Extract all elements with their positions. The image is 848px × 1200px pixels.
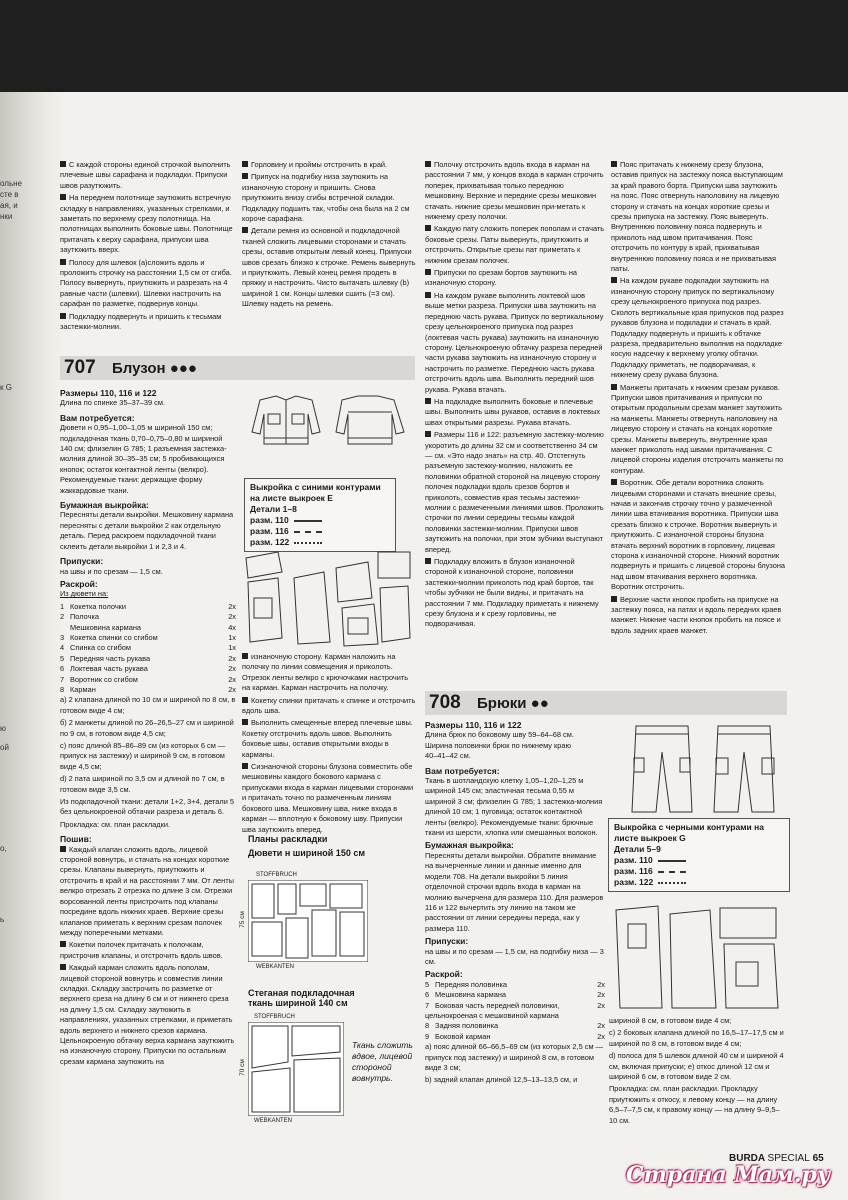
size-122-legend (614, 877, 784, 888)
part-row (60, 643, 236, 653)
paragraph-text: На каждом рукаве подкладки заутюжить на изнаночную сторону припуск по вертикальному срезу цельнокроеного припуска под разрез. Сколоть вертикальные края припусков под разрез рукавов блузона и подкладки и стачать в край. Подкладку подвернуть и пришить к обтачке разреза, предварительно выполнив на подкладке косую надсечку к верхнему уголку обтачки. Подкладку приметать, не подворачивая, к нижнему срезу рукава блузона. (611, 276, 784, 380)
allowance-text: на швы и по срезам — 1,5 см. (60, 566, 163, 576)
model-number: 707 (64, 357, 96, 378)
paragraph (60, 845, 236, 939)
paragraph (611, 478, 786, 592)
model-708-details (425, 720, 605, 1088)
extra-cutting (60, 695, 236, 830)
part-title: Передняя часть рукава (70, 653, 151, 663)
bullet-square-icon (60, 161, 66, 167)
part-title: Мешковина кармана (435, 990, 507, 1000)
model-707-header (60, 356, 415, 380)
paragraph (60, 193, 236, 255)
paragraph (60, 312, 236, 333)
part-quantity: 1х (228, 632, 236, 642)
paragraph-text: Из подкладочной ткани: детали 1+2, 3+4, детали 5 без цельнокроеной обтачки разреза и деталь 6. (60, 797, 235, 817)
column-3-top (425, 160, 605, 632)
paragraph-text: Припуски по срезам бортов заутюжить на изнаночную сторону. (425, 268, 578, 288)
jacket-back-drawing (336, 396, 404, 444)
paragraph (609, 1051, 787, 1082)
paragraph-text: Горловину и проймы отстрочить в край. (251, 160, 388, 169)
part-title: Спинка со сгибом (70, 643, 131, 653)
paragraph-text: b) задний клапан длиной 12,5–13–13,5 см, и (425, 1075, 578, 1085)
paragraph (609, 1084, 787, 1126)
part-name (60, 685, 96, 695)
part-row (425, 1021, 605, 1031)
paragraph-text: с) пояс длиной 85–86–89 см (из которых 6 см — припуск на застежку) и шириной 9 см, в готовом виде 4,5 см; (60, 741, 226, 771)
paragraph-text: Верхние части кнопок пробить на припуске на застежку пояса, на патах и вдоль передних краев манжет. Нижние части кнопок пробить на поясе и вдоль задних краев манжет. (611, 594, 782, 635)
trousers-front-drawing (632, 726, 692, 812)
part-row (425, 1001, 605, 1022)
bullet-square-icon (242, 173, 248, 179)
bullet-square-icon (425, 558, 431, 564)
part-number: 2 (60, 612, 65, 622)
paragraph-text: а) пояс длиной 66–66,5–69 см (из которых 2,5 см — припуск под застежку) и шириной 8 см, в готовом виде 3 см; (425, 1042, 603, 1072)
part-quantity: 4х (228, 622, 236, 632)
paragraph-text: d) полоса для 5 шлевок длиной 40 см и шириной 4 см, включая припуски; е) откос длиной 12 см и шириной 6 см, в готовом виде 2 см. (609, 1051, 784, 1082)
allowance-text: на швы и по срезам — 1,5 см, на подгибку низа — 3 см. (425, 946, 604, 966)
part-title: Передняя половинка (435, 979, 508, 989)
brand: BURDA (729, 1153, 765, 1164)
allowance-heading: Припуски: (60, 556, 104, 567)
sewing-steps (60, 845, 236, 1068)
paragraph-text: Прокладка: см. план раскладки. Прокладку приутюжить к откосу, к левому концу — на длину 6,5–7–7,5 см, к правому концу — на длину 9–9,5–10 см. (609, 1084, 780, 1125)
bullet-square-icon (425, 398, 431, 404)
part-row (425, 1032, 605, 1042)
paragraph-text: Выполнить смещенные вперед плечевые швы. Кокетку отстрочить вдоль швов. Выполнить боковые швы, оставив открытыми входы в карманы. (242, 718, 413, 759)
paragraph (425, 557, 605, 630)
part-number: 8 (60, 684, 65, 694)
paragraph (425, 397, 605, 428)
part-number: 6 (425, 990, 430, 1000)
part-name (60, 675, 138, 685)
bullet-square-icon (242, 763, 248, 769)
parts-list (425, 980, 605, 1042)
part-name (60, 623, 141, 633)
selvedge-label: WEBKANTEN (254, 1118, 293, 1124)
layout-fabric-1-heading: Дювети н шириной 150 см (248, 848, 365, 859)
jacket-sketch (238, 392, 414, 452)
edge-bit: ой (0, 743, 9, 752)
allowance-heading: Припуски: (425, 936, 469, 947)
model-707-details (60, 388, 236, 1069)
part-row (60, 675, 236, 685)
part-number: 8 (425, 1021, 430, 1031)
part-number: 3 (60, 632, 65, 642)
pattern-pieces-707 (238, 538, 416, 650)
column-4-bottom (609, 1016, 787, 1128)
jacket-front-drawing (252, 396, 320, 444)
part-number: 5 (60, 653, 65, 663)
part-name (60, 654, 150, 664)
part-number: 9 (425, 1031, 430, 1041)
size-116-legend (614, 866, 784, 877)
part-quantity: 2х (597, 1031, 605, 1041)
layout-plan-2 (238, 1014, 348, 1126)
pattern-legend-title: Выкройка с синими контурами на листе выкроек E (250, 482, 381, 503)
layout-plan-2-drawing (248, 1022, 344, 1116)
paragraph-text: Пояс притачать к нижнему срезу блузона, оставив припуск на застежку пояса выступающим за край правого борта. Припуски шва заутюжить на пояс. Пояс отвернуть наполовину на лицевую сторону и стачать на концах короткие срезы и срезы припуска на застежку. Пояс вывернуть. Внутреннюю половинку пояса подвернуть и приколоть над швом притачивания. Пояс отстрочить по контуру в край, прихватывая внутреннюю половинку пояса и не прихватывая паты. (611, 160, 783, 274)
edge-bit: к G (0, 383, 12, 392)
paragraph-text: Припуск на подгибку низа заутюжить на изнаночную сторону и пришить. Снова приутюжить внизу сгибы встречной складки. Подкладку подшить так, чтобы она была на 2 см короче сарафана. (242, 172, 410, 224)
paragraph-text: Кокетку спинки притачать к спинке и отстрочить вдоль шва. (242, 695, 416, 716)
fold-label: STOFFBRUCH (256, 872, 297, 878)
part-quantity: 2х (228, 601, 236, 611)
bullet-square-icon (611, 596, 617, 602)
bullet-square-icon (60, 941, 66, 947)
paragraph-text: Детали ремня из основной и подкладочной тканей сложить лицевыми сторонами и стачать срезы, оставив открытым левый конец. Припуски швов срезать близко к строчке. Ремень вывернуть и приутюжить. Левый конец ремня продеть в пряжку и настрочить. Чисто вытачать шлевку (b) шириной 1 см. Концы шлевки сшить (=3 см). Шлевку надеть на ремень. (242, 226, 416, 309)
size-label: разм. 116 (614, 866, 653, 876)
pattern-legend-title: Выкройка с черными контурами на листе выкроек G (614, 822, 764, 843)
part-title: Локтевая часть рукава (70, 664, 148, 674)
part-row (425, 990, 605, 1000)
bullet-square-icon (60, 313, 66, 319)
part-number: 1 (60, 601, 65, 611)
col2-top-paragraphs (242, 160, 418, 310)
model-708-header (425, 691, 787, 715)
paragraph (60, 963, 236, 1067)
paragraph (425, 430, 605, 555)
part-quantity: 1х (228, 643, 236, 653)
paragraph-text: Манжеты притачать к нижним срезам рукавов. Припуски швов притачивания и припуски по открытым продольным срезам манжет заутюжить на манжеты. Манжеты отвернуть наполовину на лицевую сторону и стачать на концах короткие срезы. Манжеты вывернуть, внутренние края манжет приколоть над швами притачивания. С лицевой стороны изделия отстрочить манжеты по контурам. (611, 382, 784, 475)
dashed-line (294, 531, 322, 533)
part-number: 7 (425, 1000, 430, 1010)
part-row (60, 612, 236, 622)
edge-bit: ь (0, 915, 5, 924)
pattern-piece-drawings (616, 906, 778, 1008)
layout-fabric-2-heading: Стеганая подкладочная ткань шириной 140 см (248, 988, 355, 1009)
part-quantity: 2х (228, 653, 236, 663)
part-quantity: 2х (228, 684, 236, 694)
paragraph-text: Подкладку подвернуть и пришить к тесьмам застежки-молнии. (60, 311, 222, 332)
size-label: разм. 122 (250, 537, 290, 547)
paragraph-text: с) 2 боковых клапана длиной по 16,5–17–17,5 см и шириной по 8 см, в готовом виде 4 см; (609, 1028, 784, 1048)
paragraph (425, 160, 605, 222)
part-name (60, 602, 126, 612)
paragraph-text: На каждом рукаве выполнить локтевой шов выше метки разреза. Припуски шва заутюжить на переднюю часть рукава. Припуск по вертикальному срезу цельнокроеного припуска под разрез (локтевая часть рукава) заутюжить на изнаночную сторону. Цельнокроеную обтачку разреза передней части рукава заутюжить на изнаночную сторону и настрочить по разметке. Переднюю часть рукава отстрочить вдоль шва. Выполнить передний шов рукава. Рукава втачать. (425, 290, 604, 394)
bullet-square-icon (60, 259, 66, 265)
part-name (60, 612, 99, 622)
paragraph (425, 291, 605, 395)
part-row (60, 633, 236, 643)
edge-bit: ю (0, 724, 6, 733)
part-title: Воротник со сгибом (70, 674, 138, 684)
part-number: 7 (60, 674, 65, 684)
layout-plan-1 (238, 872, 368, 972)
bullet-square-icon (242, 719, 248, 725)
sewing-heading: Пошив: (60, 834, 92, 845)
paragraph (242, 762, 418, 835)
part-name (60, 633, 158, 643)
part-name (60, 643, 131, 653)
paragraph (242, 696, 418, 717)
paragraph (425, 1075, 605, 1085)
bullet-square-icon (60, 846, 66, 852)
size-label: разм. 110 (614, 855, 653, 865)
paragraph-text: Полочку отстрочить вдоль входа в карман на расстоянии 7 мм, у концов входа в карман строчить поперек, прихватывая только переднюю мешковину. Верхние и передние срезы мешковин стачать. нижние срезы мешковин при-метать к нижнему срезу полочки. (425, 160, 604, 222)
paragraph (60, 797, 236, 818)
bullet-square-icon (425, 292, 431, 298)
edge-text: ольнесте вая, инки (0, 179, 22, 221)
bullet-square-icon (611, 384, 617, 390)
part-row (60, 602, 236, 612)
col4-bottom-paragraphs (609, 1016, 787, 1126)
materials-heading: Вам потребуется: (425, 765, 500, 776)
bullet-square-icon (425, 161, 431, 167)
brand-special: SPECIAL (767, 1153, 810, 1164)
paragraph-text: изнаночную сторону. Карман наложить на полочку по линии совмещения и приколоть. Отрезок ленты велкро с крючочками настрочить на карман. Карман настрочить на полочку. (242, 652, 409, 693)
materials-text: Ткань в шотландскую клетку 1,05–1,20–1,25 м шириной 145 см; эластичная тесьма 0,55 м шириной 3 см; флизелин G 785; 1 застежка-молния длиной 10 см; 1 пуговица; остаток контактной ленты (велкро). Рекомендуемые ткани: брючные ткани из шерсти, хлопка или смешанных волокон. (425, 776, 603, 838)
pattern-pieces-708 (606, 904, 786, 1012)
scan-background (0, 0, 848, 97)
part-quantity: 2х (228, 612, 236, 622)
part-title: Кокетка полочки (70, 601, 127, 611)
bullet-square-icon (242, 697, 248, 703)
part-quantity: 2х (597, 1000, 605, 1010)
paragraph (609, 1028, 787, 1049)
part-quantity: 2х (228, 674, 236, 684)
part-name (425, 1032, 490, 1042)
length-text: Длина брюк по боковому шву 59–64–68 см. Ширина половинки брюк по нижнему краю 40–41–42 см. (425, 730, 574, 761)
sizes-heading: Размеры 110, 116 и 122 (425, 720, 522, 730)
size-110-legend (614, 855, 784, 866)
part-row (60, 664, 236, 674)
bullet-square-icon (611, 479, 617, 485)
part-row (60, 685, 236, 695)
paragraph-text: Кокетки полочек притачать к полочкам, пристрочив клапаны, и отстрочить вдоль швов. (60, 940, 223, 960)
part-title: Карман (70, 684, 96, 694)
size-116-legend (250, 526, 390, 537)
cutting-subheading: Из дювети на: (60, 589, 109, 599)
bullet-square-icon (242, 161, 248, 167)
paragraph-text: Каждый клапан сложить вдоль, лицевой стороной вовнутрь, и стачать на концах короткие срезы. Клапаны вывернуть, приутюжить и отстрочить в край и на расстоянии 7 мм. От ленты велкро отрезать 2 отрезка по длине 3 см. Отрезки ворсованной ленты пристрочить под клапаны посредине вдоль нижних краев. Верхние срезы клапанов приметать к верхним срезам полочек между поперечными метками. (60, 844, 234, 937)
cutting-heading: Раскрой: (425, 969, 463, 980)
paragraph (60, 718, 236, 739)
dashed-line (658, 871, 686, 873)
bullet-square-icon (425, 225, 431, 231)
paragraph (60, 160, 236, 191)
paragraph (60, 695, 236, 716)
column-2-middle (242, 652, 418, 837)
layout-plan-1-drawing (248, 880, 368, 962)
pattern-legend-708 (608, 818, 790, 892)
paragraph (242, 226, 418, 309)
selvedge-label: WEBKANTEN (256, 964, 295, 970)
paragraph (60, 741, 236, 772)
paragraph-text: Подкладку вложить в блузон изнаночной стороной к изнаночной стороне, половинки застежки-молнии приколоть под край бортов, так чтобы зубчики не были видны, и притачать на расстоянии 7 мм. Подкладку приметать к нижнему срезу блузона и к срезу горловины, не подворачивая. (425, 557, 599, 629)
paragraph-text: Полосу для шлевок (а)сложить вдоль и проложить строчку на расстоянии 1,5 см от сгиба. Полосу вывернуть, приутюжить и разрезать на 4 равные части (шлевки). Шлевки настрочить на сарафан по разметке, подвернув концы. (60, 257, 232, 309)
paragraph (609, 1016, 787, 1026)
width-label: 75 см (238, 911, 246, 928)
layout-plan-2-heading-wrap (248, 988, 368, 1009)
part-title: Боковой карман (435, 1031, 491, 1041)
part-quantity: 2х (597, 979, 605, 989)
part-name (425, 990, 506, 1000)
column-2-top (242, 160, 418, 312)
pattern-piece-drawings (246, 552, 410, 646)
bullet-square-icon (242, 227, 248, 233)
col2-middle-paragraphs (242, 652, 418, 835)
part-number: 4 (60, 643, 65, 653)
pattern-text: Пересняты детали выкройки. Обратите внимание на вычерченные линии и данные именно для модели 708. На детали выкройки 5 линия отделочной строчки вдоль входа в карман на молнию вычерчена для размера 110. Для размеров 116 и 122 вычертить эту линию на таком же расстоянии от линии середины переда, как у размера 110. (425, 850, 604, 933)
solid-line (658, 860, 686, 862)
part-quantity: 2х (597, 1021, 605, 1031)
pattern-text: Пересняты детали выкройки. Мешковину кармана пересняты с детали выкройки 2 как отдельную деталь. Перед раскроем подкладочной ткани склеить детали выкройки 1 и 2,3 и 4. (60, 510, 234, 551)
paragraph (242, 652, 418, 694)
paragraph (425, 1042, 605, 1073)
part-quantity: 2х (597, 990, 605, 1000)
pattern-legend-parts: Детали 5–9 (614, 844, 661, 854)
paragraph-text: Каждый карман сложить вдоль пополам, лицевой стороной вовнутрь и совместив линии складки. Складку застрочить по разметке от верхнего среза на длину 6 см и от нижнего среза на длину 1,5 см. Складку заутюжить в направлениях, указанных стрелками, и приметать вдоль верхнего и нижнего срезов кармана. Цельнокроеную обтачку верха кармана заутюжить на изнаночную сторону. Припуски по остальным срезам кармана заутюжить на (60, 963, 235, 1066)
size-label: разм. 122 (614, 877, 654, 887)
paragraph (242, 160, 418, 170)
paragraph-text: Сизнаночной стороны блузона совместить обе мешковины каждого бокового кармана с припусками входа в карман лицевыми сторонами и притачать точно по размеченным линиям бокового шва. Мешковину шва, ниже входа в карман — вплотную к боковому шву. Припуски шва заутюжить вперед. (242, 762, 414, 834)
sizes-heading: Размеры 110, 116 и 122 (60, 388, 157, 398)
part-name (425, 1021, 498, 1031)
paragraph-text: а) 2 клапана длиной по 10 см и шириной по 8 см, в готовом виде 4 см; (60, 695, 236, 715)
paragraph (242, 718, 418, 760)
part-row (60, 623, 236, 633)
width-label: 70 см (238, 1059, 246, 1076)
solid-line (294, 520, 322, 522)
col1-top-paragraphs (60, 160, 236, 333)
paragraph-text: Каждую пату сложить поперек пополам и стачать боковые срезы. Паты вывернуть, приутюжить и отстрочить. Открытые срезы пат приметать к нижним срезам полочек. (425, 224, 605, 265)
paragraph-text: Размеры 116 и 122: разъемную застежку-молнию укоротить до длины 32 см и соответственно 34 см — см. «Это надо знать» на стр. 40. Отстегнуть разъемную застежку-молнию, наложить ее половинки обратной стороной на лицевую сторону полочек подкладки вдоль срезов бортов и приколоть, совместив края тесьмы застежки-молнии с размеченными линиями швов. Проложить строчки по линии середины тесьмы каждой половинки застежки-молнии. Припуски швов заутюжить на полочки, при этом зубчики выступают вперед. (425, 430, 604, 554)
parts-list (60, 602, 236, 696)
part-title: Полочка (70, 612, 99, 622)
size-label: разм. 110 (250, 515, 289, 525)
paragraph (60, 258, 236, 310)
layout-plans (248, 830, 418, 859)
bullet-square-icon (425, 431, 431, 437)
paragraph (60, 820, 236, 830)
paragraph-text: шириной 8 см, в готовом виде 4 см; (609, 1016, 732, 1025)
size-110-legend (250, 515, 390, 526)
bullet-square-icon (242, 653, 248, 659)
col4-top-paragraphs (611, 160, 786, 636)
size-label: разм. 116 (250, 526, 289, 536)
column-1 (60, 160, 236, 335)
layout-note: Ткань сложить вдвое, лицевой стороной вовнутрь. (352, 1040, 413, 1083)
part-title: Мешковина кармана (70, 622, 142, 632)
bullet-square-icon (60, 194, 66, 200)
edge-bit: о, (0, 844, 7, 853)
bullet-square-icon (611, 277, 617, 283)
paragraph-text: На подкладке выполнить боковые и плечевые швы. Выполнить швы рукавов, оставив в локтевых швах открытыми разрезы. Рукава втачать. (425, 396, 601, 427)
paragraph (60, 940, 236, 961)
part-title: Кокетка спинки со сгибом (70, 632, 158, 642)
pattern-heading: Бумажная выкройка: (425, 840, 514, 851)
paragraph (425, 224, 605, 266)
paragraph-text: б) 2 манжеты длиной по 26–26,5–27 см и шириной по 9 см, в готовом виде 4,5 см; (60, 718, 234, 738)
paragraph (611, 160, 786, 274)
paragraph-text: Воротник. Обе детали воротника сложить лицевыми сторонами и стачать внешние срезы, начав и закончив строчку точно у размеченной линии шва втачивания воротника. Припуски шва срезать близко к строчке. Воротник вывернуть и приутюжить. С изнаночной стороны блузона втачать верхний воротник в горловину, лицевая сторона к изнаночной стороне. Нижний воротник подвернуть и пришить с лицевой стороны блузона над швом втачивания верхнего воротника. Воротник отстрочить. (611, 478, 786, 592)
dotted-line (658, 882, 686, 884)
paragraph (611, 276, 786, 380)
cutting-heading: Раскрой: (60, 578, 98, 589)
part-name (425, 980, 507, 990)
paragraph (611, 595, 786, 637)
paragraph (242, 172, 418, 224)
paragraph-text: Прокладка: см. план раскладки. (60, 819, 171, 829)
part-number: 5 (425, 979, 430, 989)
trousers-back-drawing (714, 726, 774, 812)
model-number: 708 (429, 692, 461, 713)
col3-top-paragraphs (425, 160, 605, 630)
paragraph (425, 268, 605, 289)
column-4-top (611, 160, 786, 638)
watermark: Страна Мам.ру (626, 1162, 831, 1188)
bullet-square-icon (60, 964, 66, 970)
paragraph-text: На переднем полотнище заутюжить встречную складку в направлениях, указанных стрелками, и заметать по верхнему срезу полотнища. На полотнищах выполнить боковые швы. Полотнище притачать к верху сарафана, припуски шва заутюжить вверх. (60, 193, 233, 255)
paragraph-text: d) 2 пата шириной по 3,5 см и длиной по 7 см, в готовом виде 3,5 см. (60, 774, 225, 794)
paragraph (611, 383, 786, 477)
length-text: Длина по спинке 35–37–39 см. (60, 398, 166, 408)
bullet-square-icon (611, 161, 617, 167)
paragraph (60, 774, 236, 795)
part-row (60, 654, 236, 664)
materials-text: Дювети н 0,95–1,00–1,05 м шириной 150 см; подкладочная ткань 0,70–0,75–0,80 м шириной 140 см; флизелин G 785; 1 разъемная застежка-молния длиной 30–35–35 см; 5 пробивающихся кнопок; остаток контактной ленты (велкро). Рекомендуемые ткани: держащие форму жаккардовые ткани. (60, 423, 227, 495)
bullet-square-icon (425, 269, 431, 275)
fold-label: STOFFBRUCH (254, 1014, 295, 1020)
part-number: 6 (60, 664, 65, 674)
part-quantity: 2х (228, 664, 236, 674)
part-title: Задняя половинка (435, 1021, 499, 1031)
model-name: Брюки ●● (477, 695, 549, 712)
paragraph-text: С каждой стороны единой строчкой выполнить плечевые швы сарафана и подкладки. Припуски швов разутюжить. (60, 160, 231, 190)
pattern-legend-parts: Детали 1–8 (250, 504, 297, 514)
layout-plans-heading: Планы раскладки (248, 834, 328, 844)
model-name: Блузон ●●● (112, 360, 197, 377)
part-name (425, 1001, 597, 1022)
trousers-sketch (622, 722, 790, 818)
extra-cutting (425, 1042, 605, 1086)
pattern-heading: Бумажная выкройка: (60, 500, 149, 511)
page-number: 65 (812, 1153, 824, 1164)
part-title: Боковая часть передней половинки, цельнокроеная с мешковиной кармана (425, 1000, 560, 1020)
part-name (60, 664, 148, 674)
materials-heading: Вам потребуется: (60, 412, 135, 423)
previous-page-edge (0, 178, 22, 925)
part-row (425, 980, 605, 990)
